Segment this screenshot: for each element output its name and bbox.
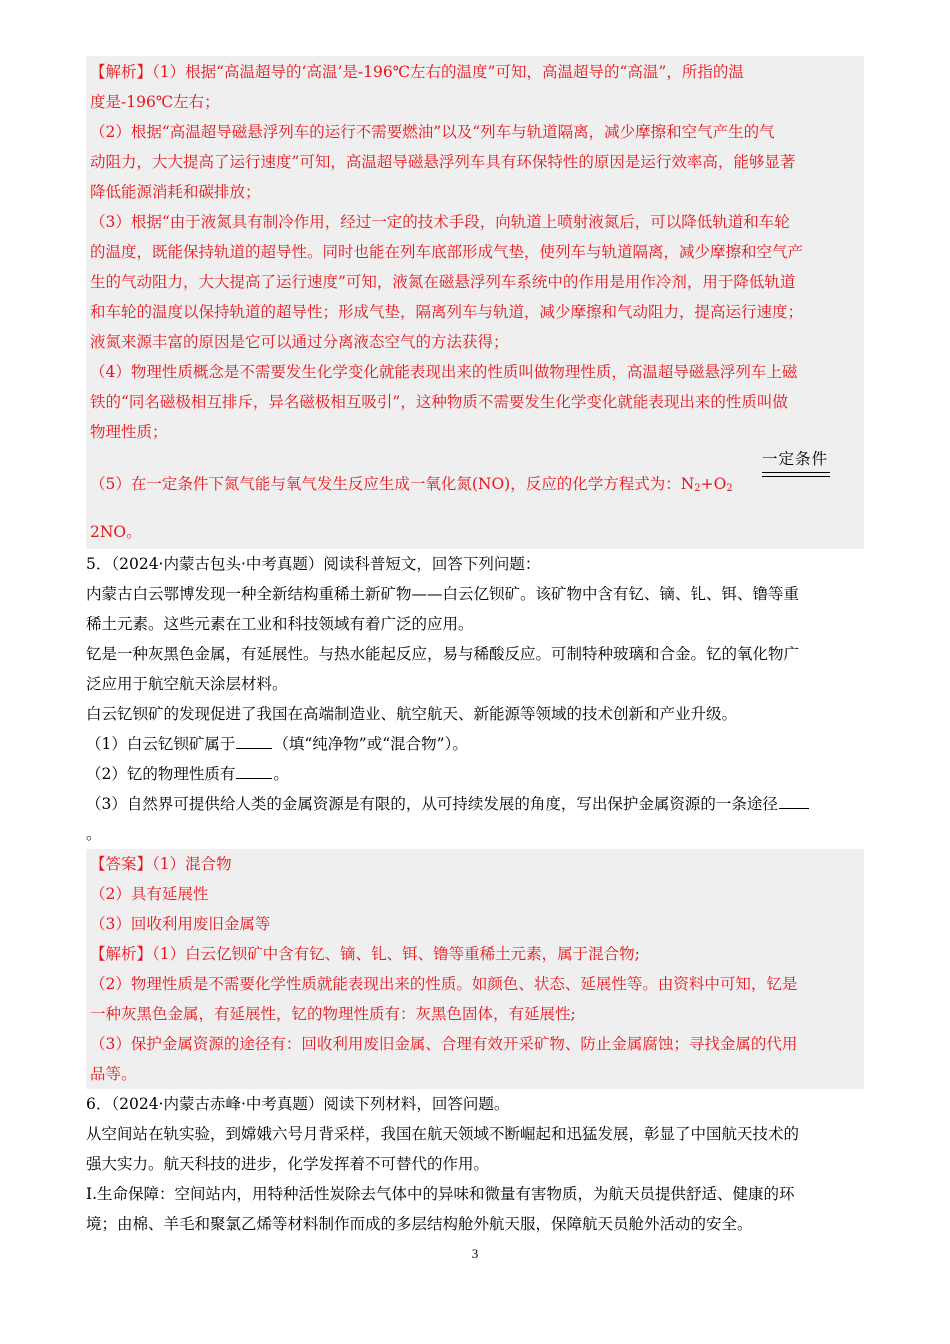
q5-passage-line: 白云钇钡矿的发现促进了我国在高端制造业、航空航天、新能源等领域的技术创新和产业升级。 <box>86 705 738 723</box>
q5-answer-line: 【答案】（1）混合物 <box>90 855 232 873</box>
q6-passage-line: Ⅰ.生命保障：空间站内，用特种活性炭除去气体中的异味和微量有害物质，为航天员提供舒适、健康的环 <box>86 1185 795 1203</box>
q6-passage-line: 从空间站在轨实验，到嫦娥六号月背采样，我国在航天领域不断崛起和迅猛发展，彰显了中国航天技术的 <box>86 1125 800 1143</box>
analysis-line: 的温度，既能保持轨道的超导性。同时也能在列车底部形成气垫，使列车与轨道隔离，减少摩擦和空气产 <box>90 243 804 261</box>
q5-analysis-line: 品等。 <box>90 1065 137 1083</box>
q5-sub1-tail: （填“纯净物”或“混合物”）。 <box>273 735 468 753</box>
analysis-line: 铁的“同名磁极相互排斥，异名磁极相互吸引”，这种物质不需要发生化学变化就能表现出来的性质叫做 <box>90 393 788 411</box>
q6-passage-line: 境；由棉、羊毛和聚氯乙烯等材料制作而成的多层结构舱外航天服，保障航天员舱外活动的安全。 <box>86 1215 753 1233</box>
q5-sub1-text: （1）白云钇钡矿属于 <box>86 735 236 753</box>
q5-analysis-line: 一种灰黑色金属，有延展性，钇的物理性质有：灰黑色固体，有延展性; <box>90 1005 576 1023</box>
q5-passage-line: 内蒙古白云鄂博发现一种全新结构重稀土新矿物——白云亿钡矿。该矿物中含有钇、镝、钆、铒、镥等重 <box>86 585 800 603</box>
q5-passage-line: 稀土元素。这些元素在工业和科技领域有着广泛的应用。 <box>86 615 474 633</box>
q5-analysis-line: （3）保护金属资源的途径有：回收利用废旧金属、合理有效开采矿物、防止金属腐蚀；寻找金属的代用 <box>90 1035 798 1053</box>
answer-blank <box>236 732 272 749</box>
analysis-line: （2）根据“高温超导磁悬浮列车的运行不需要燃油”以及“列车与轨道隔离，减少摩擦和空气产生的气 <box>90 123 775 141</box>
question-5-title: 5．（2024·内蒙古包头·中考真题）阅读科普短文，回答下列问题： <box>86 555 541 573</box>
equation-line <box>86 447 864 515</box>
reaction-condition: 一定条件 <box>762 450 829 468</box>
analysis-line: 降低能源消耗和碳排放； <box>90 183 261 201</box>
reaction-bar-bottom <box>762 476 830 477</box>
equation-intro: （5）在一定条件下氮气能与氧气发生反应生成一氧化氮(NO)，反应的化学方程式为： <box>90 475 681 493</box>
q5-sub3-tail: 。 <box>86 825 102 843</box>
analysis-line: 物理性质； <box>90 423 168 441</box>
analysis-block-q4 <box>86 56 864 549</box>
reaction-bar-top <box>762 472 830 473</box>
q5-analysis-line: （2）物理性质是不需要化学性质就能表现出来的性质。如颜色、状态、延展性等。由资料中可知，钇是 <box>90 975 798 993</box>
q5-sub2-text: （2）钇的物理性质有 <box>86 765 236 783</box>
formula-o: +O <box>700 475 727 493</box>
formula-n-sub: 2 <box>694 483 701 494</box>
q5-sub1 <box>86 729 864 759</box>
page-number: 3 <box>471 1246 479 1261</box>
answer-block-q5 <box>86 849 864 1089</box>
analysis-line: 度是-196℃左右； <box>90 93 220 111</box>
q6-passage-line: 强大实力。航天科技的进步，化学发挥着不可替代的作用。 <box>86 1155 490 1173</box>
analysis-line: 液氮来源丰富的原因是它可以通过分离液态空气的方法获得； <box>90 333 509 351</box>
q5-answer-line: （2）具有延展性 <box>90 885 209 903</box>
formula-n: N <box>680 475 695 493</box>
analysis-line: （3）根据“由于液氮具有制冷作用，经过一定的技术手段，向轨道上喷射液氮后，可以降低轨道和车轮 <box>90 213 790 231</box>
q5-passage-line: 泛应用于航空航天涂层材料。 <box>86 675 288 693</box>
analysis-line: 动阻力，大大提高了运行速度”可知，高温超导磁悬浮列车具有环保特性的原因是运行效率高，能够显著 <box>90 153 796 171</box>
analysis-line: （4）物理性质概念是不需要发生化学变化就能表现出来的性质叫做物理性质，高温超导磁悬浮列车上磁 <box>90 363 798 381</box>
formula-o-sub: 2 <box>726 483 733 494</box>
equation-product: 2NO。 <box>90 523 142 541</box>
q5-answer-line: （3）回收利用废旧金属等 <box>90 915 271 933</box>
q5-sub2 <box>86 759 864 789</box>
equation-text <box>90 469 733 504</box>
answer-blank <box>779 792 809 809</box>
document-page <box>86 56 864 1239</box>
q5-sub3-text: （3）自然界可提供给人类的金属资源是有限的，从可持续发展的角度，写出保护金属资源的一条途径 <box>86 795 778 813</box>
analysis-line: 和车轮的温度以保持轨道的超导性；形成气垫，隔离列车与轨道，减少摩擦和气动阻力，提高运行速度； <box>90 303 804 321</box>
q5-sub3 <box>86 789 864 819</box>
question-6-title: 6．（2024·内蒙古赤峰·中考真题）阅读下列材料，回答问题。 <box>86 1095 510 1113</box>
q5-passage-line: 钇是一种灰黑色金属，有延展性。与热水能起反应，易与稀酸反应。可制特种玻璃和合金。钇的氧化物广 <box>86 645 800 663</box>
answer-blank <box>236 762 272 779</box>
analysis-line: 【解析】（1）根据“高温超导的‘高温’是-196℃左右的温度”可知，高温超导的“高温”，所指的温 <box>90 63 744 81</box>
q5-sub2-tail: 。 <box>273 765 289 783</box>
q5-analysis-line: 【解析】（1）白云亿钡矿中含有钇、镝、钆、铒、镥等重稀土元素，属于混合物; <box>90 945 640 963</box>
analysis-line: 生的气动阻力，大大提高了运行速度”可知，液氮在磁悬浮列车系统中的作用是用作冷剂，用于降低轨道 <box>90 273 796 291</box>
